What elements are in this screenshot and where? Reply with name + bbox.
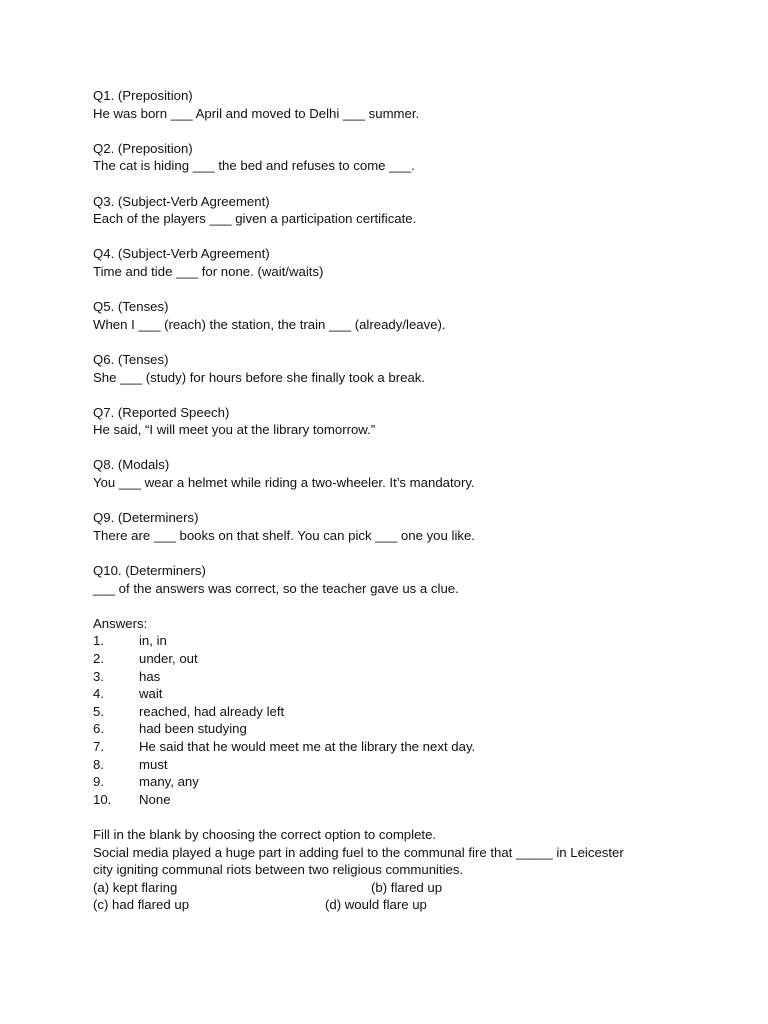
question-title: Q1. (Preposition) (93, 88, 193, 103)
question-title: Q4. (Subject-Verb Agreement) (93, 246, 270, 262)
question-title: Q3. (Subject-Verb Agreement) (93, 193, 270, 209)
option-b: (b) flared up (371, 879, 443, 895)
answer-number: 10. (93, 791, 112, 807)
answer-item (93, 703, 693, 721)
question-title: Q10. (Determiners) (93, 563, 206, 579)
question-title: Q9. (Determiners) (93, 510, 199, 526)
answer-number: 3. (93, 668, 104, 684)
answers-heading: Answers: (93, 615, 148, 631)
question-3 (93, 193, 693, 228)
answer-text: wait (139, 686, 163, 702)
question-title: Q6. (Tenses) (93, 351, 169, 367)
answer-item (93, 668, 693, 686)
answer-number: 5. (93, 703, 104, 719)
answer-number: 8. (93, 756, 104, 772)
question-1 (93, 87, 693, 122)
answers-section (93, 615, 693, 809)
answer-item (93, 791, 693, 809)
option-c: (c) had flared up (93, 897, 190, 913)
fill-in-sentence: Social media played a huge part in adding fuel to the communal fire that _____ in Leicester (93, 844, 624, 860)
answer-text: He said that he would meet me at the library the next day. (139, 738, 476, 754)
question-text: Each of the players ___ given a participation certificate. (93, 211, 417, 227)
fill-in-sentence-continued: city igniting communal riots between two religious communities. (93, 862, 464, 878)
question-8 (93, 456, 693, 491)
answer-number: 9. (93, 774, 104, 790)
question-text: There are ___ books on that shelf. You can pick ___ one you like. (93, 527, 475, 543)
question-text: He said, “I will meet you at the library tomorrow.” (93, 422, 376, 438)
answer-text: had been studying (139, 721, 247, 737)
fill-in-instruction: Fill in the blank by choosing the correct option to complete. (93, 826, 437, 842)
answer-item (93, 685, 693, 703)
document-page (93, 87, 693, 914)
option-a: (a) kept flaring (93, 879, 178, 895)
question-10 (93, 562, 693, 597)
answer-text: in, in (139, 633, 167, 649)
answer-text: reached, had already left (139, 703, 285, 719)
question-title: Q2. (Preposition) (93, 140, 193, 156)
answer-number: 2. (93, 651, 104, 666)
answer-item (93, 632, 693, 650)
question-5 (93, 298, 693, 333)
answer-item (93, 650, 693, 668)
answer-number: 6. (93, 721, 104, 737)
answer-item (93, 756, 693, 774)
answer-item (93, 773, 693, 791)
question-text: The cat is hiding ___ the bed and refuses to come ___. (93, 158, 415, 174)
answer-item (93, 738, 693, 756)
answer-number: 1. (93, 633, 104, 649)
fill-in-section (93, 826, 693, 914)
answer-text: has (139, 668, 161, 684)
answer-text: under, out (139, 651, 198, 666)
question-2 (93, 140, 693, 175)
question-title: Q5. (Tenses) (93, 299, 169, 315)
question-6 (93, 351, 693, 386)
question-text: She ___ (study) for hours before she finally took a break. (93, 369, 426, 385)
option-d: (d) would flare up (325, 897, 427, 913)
question-9 (93, 509, 693, 544)
answer-number: 7. (93, 738, 104, 754)
answer-text: many, any (139, 774, 199, 790)
question-text: You ___ wear a helmet while riding a two-wheeler. It’s mandatory. (93, 475, 475, 491)
question-4 (93, 245, 693, 280)
answer-text: None (139, 791, 171, 807)
question-text: He was born ___ April and moved to Delhi ___ summer. (93, 105, 420, 121)
question-text: ___ of the answers was correct, so the teacher gave us a clue. (93, 580, 459, 596)
question-text: Time and tide ___ for none. (wait/waits) (93, 263, 324, 279)
answer-text: must (139, 756, 168, 772)
question-title: Q7. (Reported Speech) (93, 404, 230, 420)
question-text: When I ___ (reach) the station, the train ___ (already/leave). (93, 316, 446, 332)
options-row (93, 879, 693, 897)
answer-item (93, 720, 693, 738)
answer-number: 4. (93, 686, 104, 702)
question-7 (93, 404, 693, 439)
question-title: Q8. (Modals) (93, 457, 170, 473)
options-row (93, 896, 693, 914)
